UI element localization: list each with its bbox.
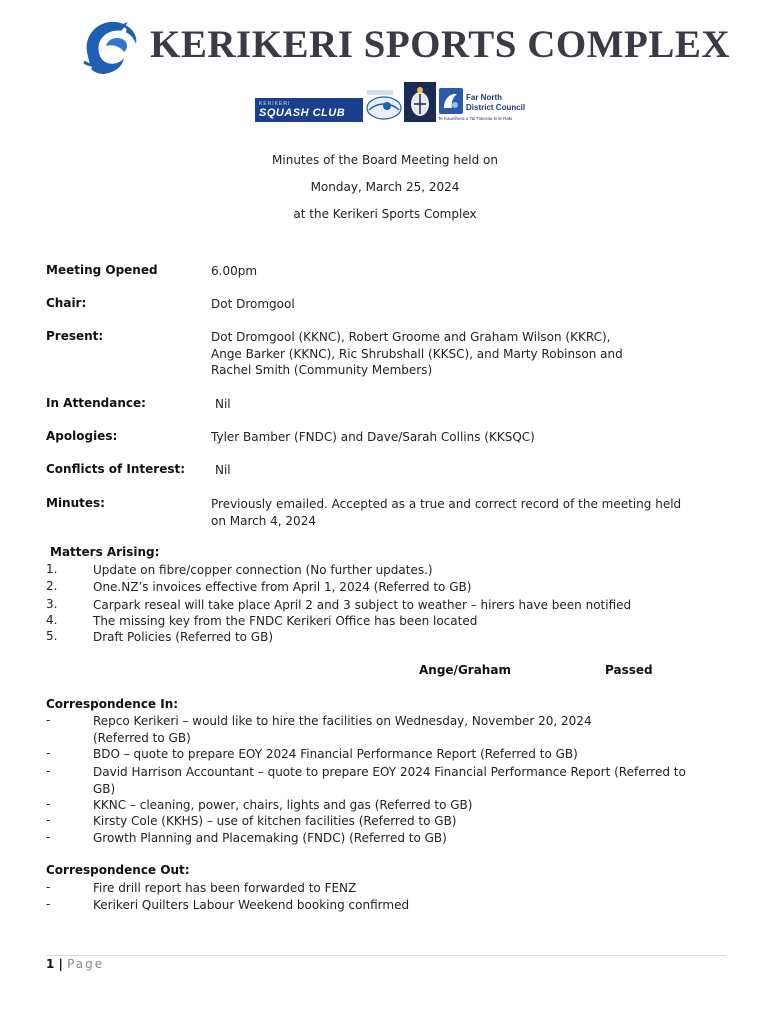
list-item: BDO – quote to prepare EOY 2024 Financial Performance Report (Referred to GB) bbox=[93, 747, 578, 761]
complex-title: KERIKERI SPORTS COMPLEX bbox=[150, 23, 731, 66]
matters-arising-heading: Matters Arising: bbox=[50, 545, 160, 559]
list-item-number: 4. bbox=[46, 613, 58, 627]
list-item: Fire drill report has been forwarded to FENZ bbox=[93, 881, 357, 895]
meeting-date: Monday, March 25, 2024 bbox=[310, 180, 460, 194]
minutes-line: on March 4, 2024 bbox=[211, 513, 316, 528]
list-item-number: 2. bbox=[46, 579, 58, 593]
squash-club-logo bbox=[255, 98, 363, 122]
rugby-club-logo-icon bbox=[404, 82, 436, 122]
squash-club-name: SQUASH CLUB bbox=[259, 106, 346, 119]
correspondence-in-heading: Correspondence In: bbox=[46, 697, 179, 711]
meeting-opened-value: 6.00pm bbox=[211, 264, 258, 278]
intro-line-1: Minutes of the Board Meeting held on bbox=[272, 153, 498, 167]
motion-result: Passed bbox=[605, 663, 653, 677]
list-item-line: GB) bbox=[93, 781, 116, 796]
minutes-label: Minutes: bbox=[46, 496, 105, 510]
list-item: Update on fibre/copper connection (No further updates.) bbox=[93, 563, 433, 577]
list-item bbox=[93, 713, 592, 746]
list-item: Carpark reseal will take place April 2 and 3 subject to weather – hirers have been notified bbox=[93, 598, 632, 612]
page-number: 1 bbox=[46, 957, 55, 971]
present-value bbox=[211, 329, 623, 379]
list-bullet: - bbox=[46, 764, 51, 778]
footer-divider bbox=[46, 955, 726, 956]
list-item: The missing key from the FNDC Kerikeri Office has been located bbox=[93, 614, 478, 628]
list-item-number: 3. bbox=[46, 597, 58, 611]
list-bullet: - bbox=[46, 713, 51, 727]
list-item-line: (Referred to GB) bbox=[93, 730, 191, 745]
list-bullet: - bbox=[46, 880, 51, 894]
present-line: Ange Barker (KKNC), Ric Shrubshall (KKSC), and Marty Robinson and bbox=[211, 346, 623, 361]
list-bullet: - bbox=[46, 746, 51, 760]
minutes-line: Previously emailed. Accepted as a true and correct record of the meeting held bbox=[211, 497, 682, 511]
present-line: Rachel Smith (Community Members) bbox=[211, 363, 433, 377]
conflicts-label: Conflicts of Interest: bbox=[46, 462, 186, 476]
list-bullet: - bbox=[46, 830, 51, 844]
list-item: Draft Policies (Referred to GB) bbox=[93, 630, 274, 644]
list-item bbox=[93, 764, 723, 797]
list-item: One.NZ’s invoices effective from April 1, 2024 (Referred to GB) bbox=[93, 580, 472, 594]
page-label: Page bbox=[67, 957, 105, 971]
kerikeri-logo-icon bbox=[78, 16, 142, 78]
netball-logo-icon bbox=[365, 86, 403, 122]
list-item: KKNC – cleaning, power, chairs, lights and gas (Referred to GB) bbox=[93, 798, 473, 812]
chair-label: Chair: bbox=[46, 296, 87, 310]
chair-value: Dot Dromgool bbox=[211, 297, 295, 311]
list-item: Growth Planning and Placemaking (FNDC) (Referred to GB) bbox=[93, 831, 447, 845]
page-footer bbox=[46, 957, 104, 971]
list-bullet: - bbox=[46, 813, 51, 827]
list-item-line: Repco Kerikeri – would like to hire the facilities on Wednesday, November 20, 2024 bbox=[93, 714, 592, 728]
council-motto: Te Kaunihera o Tai Tokerau ki te Raki bbox=[438, 116, 513, 121]
squash-club-small-text: KERIKERI bbox=[259, 100, 291, 107]
attendance-value: Nil bbox=[215, 397, 231, 411]
list-item-line: David Harrison Accountant – quote to prepare EOY 2024 Financial Performance Report (Referred to bbox=[93, 765, 686, 779]
page-separator: | bbox=[54, 957, 68, 971]
list-item-number: 5. bbox=[46, 629, 58, 643]
present-label: Present: bbox=[46, 329, 104, 343]
present-line: Dot Dromgool (KKNC), Robert Groome and Graham Wilson (KKRC), bbox=[211, 330, 611, 344]
council-logo-icon bbox=[439, 88, 463, 114]
conflicts-value: Nil bbox=[215, 463, 231, 477]
moved-by: Ange/Graham bbox=[419, 663, 511, 677]
list-item-number: 1. bbox=[46, 562, 58, 576]
minutes-value bbox=[211, 496, 681, 529]
council-name-line-2: District Council bbox=[466, 103, 526, 112]
list-bullet: - bbox=[46, 797, 51, 811]
attendance-label: In Attendance: bbox=[46, 396, 146, 410]
list-bullet: - bbox=[46, 897, 51, 911]
meeting-opened-label: Meeting Opened bbox=[46, 263, 158, 277]
council-name-line-1: Far North bbox=[466, 93, 502, 102]
list-item: Kerikeri Quilters Labour Weekend booking confirmed bbox=[93, 898, 410, 912]
list-item: Kirsty Cole (KKHS) – use of kitchen facilities (Referred to GB) bbox=[93, 814, 457, 828]
meeting-location: at the Kerikeri Sports Complex bbox=[293, 207, 477, 221]
apologies-value: Tyler Bamber (FNDC) and Dave/Sarah Collins (KKSQC) bbox=[211, 430, 535, 444]
apologies-label: Apologies: bbox=[46, 429, 118, 443]
correspondence-out-heading: Correspondence Out: bbox=[46, 863, 190, 877]
council-name bbox=[466, 93, 525, 113]
